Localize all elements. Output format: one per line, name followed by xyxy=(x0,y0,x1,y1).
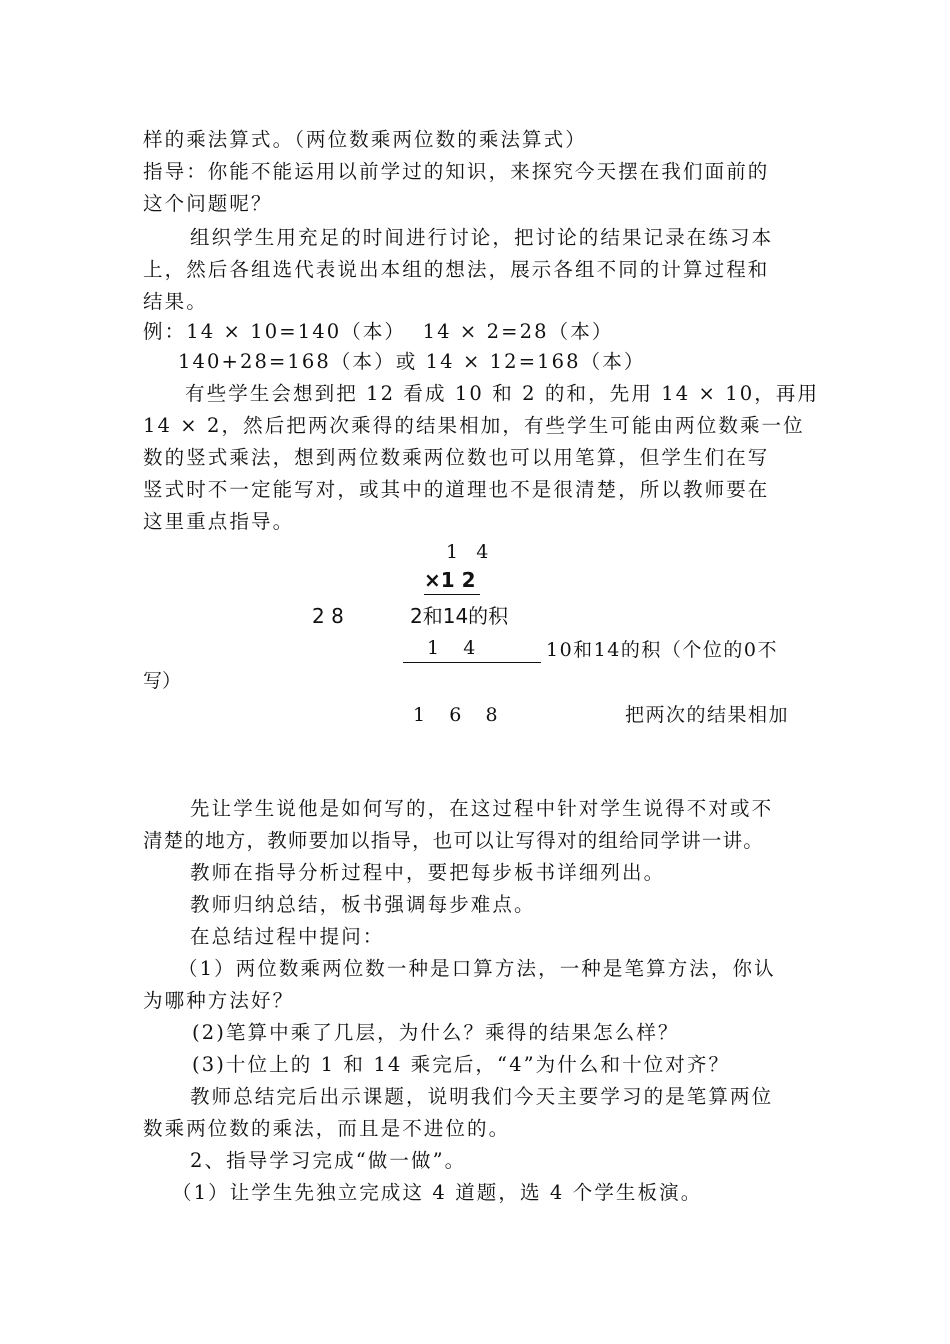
text-line: 样的乘法算式。（两位数乘两位数的乘法算式） xyxy=(143,128,587,151)
calc-result: 1 6 8 xyxy=(413,704,498,726)
text-line: 先让学生说他是如何写的，在这过程中针对学生说得不对或不 xyxy=(190,797,774,820)
question-line: (3)十位上的 1 和 14 乘完后，“4”为什么和十位对齐？ xyxy=(192,1053,731,1076)
text-line: 竖式时不一定能写对，或其中的道理也不是很清楚，所以教师要在 xyxy=(143,478,770,501)
calc-partial-product-1: 2 8 xyxy=(312,604,344,628)
calc-partial-note-1: 2和14的积 xyxy=(410,604,509,628)
text-line: 组织学生用充足的时间进行讨论，把讨论的结果记录在练习本 xyxy=(190,226,774,249)
text-line: 这里重点指导。 xyxy=(143,510,295,533)
text-line: 数乘两位数的乘法，而且是不进位的。 xyxy=(143,1117,511,1140)
calc-multiplier: ×1 2 xyxy=(424,566,480,595)
calc-top-number: 1 4 xyxy=(446,541,489,563)
text-line: 教师归纳总结，板书强调每步难点。 xyxy=(190,893,536,916)
question-line: （1）两位数乘两位数一种是口算方法，一种是笔算方法，你认 xyxy=(178,957,776,980)
example-line: 例：14 × 10=140（本） 14 × 2=28（本） xyxy=(143,320,614,343)
text-line: 数的竖式乘法，想到两位数乘两位数也可以用笔算，但学生们在写 xyxy=(143,446,770,469)
text-line: 指导：你能不能运用以前学过的知识，来探究今天摆在我们面前的 xyxy=(143,160,770,183)
example-line: 140+28=168（本）或 14 × 12=168（本） xyxy=(178,350,646,373)
text-line: 在总结过程中提问： xyxy=(190,925,385,948)
text-line: 有些学生会想到把 12 看成 10 和 2 的和，先用 14 × 10，再用 xyxy=(185,382,820,405)
text-line: 清楚的地方，教师要加以指导，也可以让写得对的组给同学讲一讲。 xyxy=(143,829,765,852)
question-line: 为哪种方法好？ xyxy=(143,989,295,1012)
text-line: 结果。 xyxy=(143,290,208,313)
text-line: 这个问题呢？ xyxy=(143,192,273,215)
calc-partial-note-2-cont: 写） xyxy=(143,670,182,692)
section-heading: 2、指导学习完成“做一做”。 xyxy=(190,1149,467,1172)
text-line: 教师总结完后出示课题，说明我们今天主要学习的是笔算两位 xyxy=(190,1085,774,1108)
text-line: 14 × 2，然后把两次乘得的结果相加，有些学生可能由两位数乘一位 xyxy=(143,414,805,437)
calc-result-note: 把两次的结果相加 xyxy=(625,704,790,726)
calc-partial-note-2: 10和14的积（个位的0不 xyxy=(546,639,778,661)
calc-partial-product-2: 1 4 xyxy=(403,635,541,663)
text-line: 上，然后各组选代表说出本组的想法，展示各组不同的计算过程和 xyxy=(143,258,770,281)
text-line: 教师在指导分析过程中，要把每步板书详细列出。 xyxy=(190,861,666,884)
text-line: （1）让学生先独立完成这 4 道题，选 4 个学生板演。 xyxy=(172,1181,703,1204)
question-line: (2)笔算中乘了几层，为什么？乘得的结果怎么样？ xyxy=(192,1021,680,1044)
